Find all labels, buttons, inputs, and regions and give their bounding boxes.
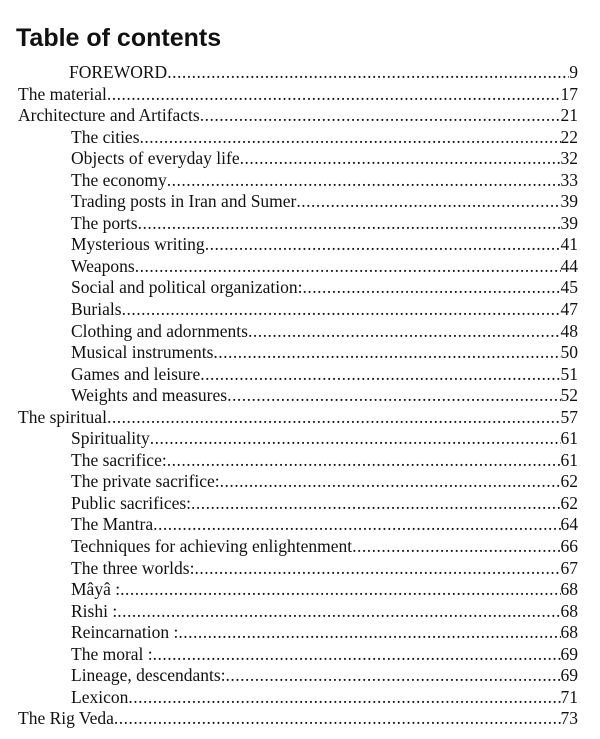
toc-entry-label: Lexicon: [71, 686, 129, 707]
toc-entry-label: Architecture and Artifacts: [18, 105, 200, 126]
dot-leader: [213, 342, 560, 364]
toc-entry[interactable]: [0, 644, 600, 666]
toc-entry-page: 51: [560, 363, 578, 384]
dot-leader: [153, 514, 560, 536]
toc-entry[interactable]: [0, 213, 600, 235]
toc-entry[interactable]: [0, 364, 600, 386]
dot-leader: [128, 687, 560, 709]
toc-entry-label: The economy: [71, 169, 167, 190]
toc-entry[interactable]: [0, 256, 600, 278]
toc-entry-page: 69: [560, 643, 578, 664]
toc-entry[interactable]: [0, 579, 600, 601]
dot-leader: [140, 127, 561, 149]
toc-entry[interactable]: [0, 558, 600, 580]
dot-leader: [296, 191, 560, 213]
dot-leader: [178, 622, 560, 644]
toc-entry-page: 41: [560, 234, 578, 255]
dot-leader: [352, 536, 560, 558]
toc-entry-page: 68: [560, 600, 578, 621]
toc-entry-page: 9: [569, 62, 578, 82]
toc-entry-label: The material: [18, 83, 107, 104]
toc-entry-label: The ports: [71, 212, 138, 233]
toc-entry[interactable]: [0, 514, 600, 536]
toc-entry-label: Burials: [71, 299, 122, 320]
toc-entry-page: 62: [560, 492, 578, 513]
toc-entry-label: The Rig Veda: [18, 708, 114, 729]
toc-entry[interactable]: [0, 127, 600, 149]
toc-entry-label: The three worlds:: [71, 557, 195, 578]
toc-entry[interactable]: [0, 708, 600, 730]
dot-leader: [227, 385, 560, 407]
toc-entry[interactable]: [0, 687, 600, 709]
toc-entry-label: Spirituality: [71, 428, 150, 449]
dot-leader: [153, 644, 561, 666]
dot-leader: [220, 471, 561, 493]
toc-entry-page: 32: [560, 148, 578, 169]
toc-entry[interactable]: [0, 170, 600, 192]
toc-entry-page: 44: [560, 255, 578, 276]
toc-entry-page: 22: [560, 126, 578, 147]
dot-leader: [120, 579, 560, 601]
toc-entry-page: 48: [560, 320, 578, 341]
toc-entry-page: 71: [560, 686, 578, 707]
dot-leader: [114, 708, 561, 730]
toc-entry[interactable]: [0, 450, 600, 472]
toc-entry-page: 33: [560, 169, 578, 190]
toc-entry-page: 61: [560, 428, 578, 449]
toc-entry-page: 64: [560, 514, 578, 535]
dot-leader: [167, 170, 561, 192]
toc-entry-page: 66: [560, 536, 578, 557]
toc-entry-page: 50: [560, 342, 578, 363]
dot-leader: [117, 601, 560, 623]
dot-leader: [138, 213, 561, 235]
toc-entry[interactable]: [0, 84, 600, 106]
toc-entry[interactable]: [0, 471, 600, 493]
toc-entry-page: 17: [560, 83, 578, 104]
toc-entry-label: Trading posts in Iran and Sumer: [71, 191, 297, 212]
toc-entry[interactable]: [0, 277, 600, 299]
toc-entry-page: 67: [560, 557, 578, 578]
toc-entry-page: 68: [560, 579, 578, 600]
toc-entry[interactable]: [0, 665, 600, 687]
toc-entry-label: Clothing and adornments: [71, 320, 248, 341]
toc-entry-page: 47: [560, 299, 578, 320]
toc-entry[interactable]: [0, 62, 600, 84]
dot-leader: [226, 665, 561, 687]
dot-leader: [167, 62, 569, 84]
toc-entry[interactable]: [0, 105, 600, 127]
dot-leader: [248, 321, 561, 343]
toc-entry-page: 39: [560, 191, 578, 212]
toc-entry[interactable]: [0, 536, 600, 558]
toc-entry-page: 57: [560, 406, 578, 427]
dot-leader: [107, 407, 561, 429]
toc-entry[interactable]: [0, 321, 600, 343]
toc-entry-page: 21: [560, 105, 578, 126]
toc-entry-label: Public sacrifices:: [71, 492, 192, 513]
toc-entry-label: Musical instruments: [71, 342, 214, 363]
toc-entry[interactable]: [0, 385, 600, 407]
toc-entry-label: The Mantra: [71, 514, 154, 535]
dot-leader: [150, 428, 561, 450]
toc-entry-label: Games and leisure: [71, 363, 201, 384]
toc-entry[interactable]: [0, 428, 600, 450]
dot-leader: [303, 277, 561, 299]
toc-entry-page: 52: [560, 385, 578, 406]
toc-entry-page: 62: [560, 471, 578, 492]
toc-entry-label: Social and political organization:: [71, 277, 303, 298]
toc-entry-label: The private sacrifice:: [71, 471, 220, 492]
toc-entry-page: 45: [560, 277, 578, 298]
dot-leader: [240, 148, 561, 170]
dot-leader: [200, 105, 561, 127]
toc-entry-label: The spiritual: [18, 406, 107, 427]
page-title: Table of contents: [16, 24, 222, 52]
toc-entry[interactable]: [0, 342, 600, 364]
dot-leader: [200, 364, 560, 386]
toc-entry[interactable]: [0, 234, 600, 256]
toc-entry-page: 39: [560, 212, 578, 233]
toc-entry[interactable]: [0, 191, 600, 213]
dot-leader: [122, 299, 561, 321]
toc-entry-label: Mâyâ :: [71, 579, 121, 600]
toc-entry[interactable]: [0, 601, 600, 623]
toc-entry[interactable]: [0, 407, 600, 429]
toc-entry[interactable]: [0, 493, 600, 515]
toc-entry-label: Rishi :: [71, 600, 118, 621]
toc-entry-label: Weapons: [71, 255, 135, 276]
toc-entry[interactable]: [0, 622, 600, 644]
dot-leader: [191, 493, 560, 515]
dot-leader: [167, 450, 561, 472]
toc-entry-page: 61: [560, 449, 578, 470]
toc-entry-label: Objects of everyday life: [71, 148, 240, 169]
toc-entry-page: 68: [560, 622, 578, 643]
toc-entry-label: The sacrifice:: [71, 449, 167, 470]
dot-leader: [135, 256, 561, 278]
toc-entry-label: Weights and measures: [71, 385, 228, 406]
toc-entry-label: Techniques for achieving enlightenment: [71, 536, 353, 557]
toc-entry[interactable]: [0, 299, 600, 321]
toc-entry[interactable]: [0, 148, 600, 170]
table-of-contents: [0, 62, 600, 730]
toc-entry-page: 69: [560, 665, 578, 686]
toc-entry-page: 73: [560, 708, 578, 729]
toc-entry-label: The moral :: [71, 643, 153, 664]
toc-entry-label: Lineage, descendants:: [71, 665, 226, 686]
dot-leader: [205, 234, 561, 256]
toc-entry-label: Mysterious writing: [71, 234, 205, 255]
dot-leader: [107, 84, 561, 106]
toc-entry-label: Reincarnation :: [71, 622, 179, 643]
toc-entry-label: FOREWORD: [69, 62, 168, 82]
dot-leader: [194, 558, 560, 580]
toc-entry-label: The cities: [71, 126, 140, 147]
